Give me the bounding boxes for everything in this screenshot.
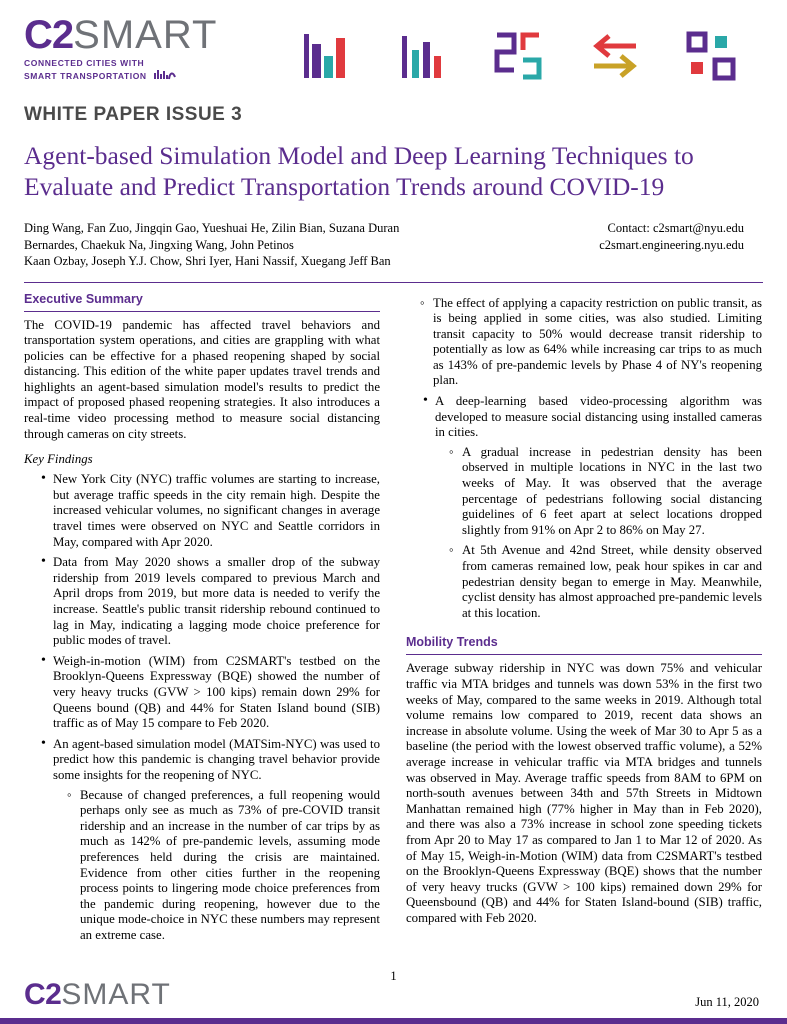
sub-list-continued <box>406 296 762 390</box>
right-column <box>406 292 762 949</box>
contact-website[interactable]: c2smart.engineering.nyu.edu <box>599 237 744 252</box>
c2smart-logo <box>24 13 238 84</box>
footer-logo-c2-text: C2 <box>24 978 62 1011</box>
sub-bullet-text: A gradual increase in pedestrian density has been observed in multiple locations in NYC in the last two weeks of May. It was observed that the average percentage of pedestrians following social distancing guidelines of 6 feet apart at select locations dropped slightly from 91% on Apr 2 to 86% on May 27. <box>462 444 762 537</box>
section-heading-mobility-trends: Mobility Trends <box>406 635 498 650</box>
logo-tagline <box>24 58 238 84</box>
logo-wordmark <box>24 13 238 57</box>
logo-tagline-line2: SMART TRANSPORTATION <box>24 71 147 81</box>
authors-line-2: Bernardes, Chaekuk Na, Jingxing Wang, John Petinos <box>24 237 294 252</box>
bullet-text: An agent-based simulation model (MATSim-NYC) was used to predict how this pandemic is changing travel behavior provide some insights for the reopening of NYC. <box>53 736 380 782</box>
sub-list <box>435 445 762 622</box>
page-title: Agent-based Simulation Model and Deep Learning Techniques to Evaluate and Predict Transportation Trends around COVID-19 <box>24 141 694 201</box>
logo-tagline-line1: CONNECTED CITIES WITH <box>24 58 145 68</box>
logo-smart-text: SMART <box>73 13 218 57</box>
maze-icon <box>492 30 544 82</box>
sub-bullet-text: The effect of applying a capacity restriction on public transit, as is being applied in some cities, was also studied. Limiting transit capacity to 50% would decrease transit ridership to potentially as low as 64% while increasing car trips to as much as 143% of pre-pandemic levels by Phase 4 of NY's reopening plan. <box>433 295 762 388</box>
wave-icon <box>154 69 176 84</box>
footer-logo-smart-text: SMART <box>61 978 171 1011</box>
section-heading-executive-summary: Executive Summary <box>24 291 143 306</box>
sub-bullet-text: Because of changed preferences, a full reopening would perhaps only see as much as 73% of pre-COVID transit ridership and an increase in the number of car trips by as much as 142% of pre-pandemic levels, assuming mode preferences held during the crisis are maintained. Evidence from other cities further in the reopening process points to lingering mode choice preferences from the pandemic during reopening, however due to the unique mode-choice in NYC these numbers may represent an extreme case. <box>80 787 380 942</box>
bullet-text: Data from May 2020 shows a smaller drop of the subway ridership from 2019 levels compared to previous March and April drops from 2019, but more data is needed to verify the increase. Seattle's public transit ridership rebound continued to lag in May, indicating a lagging mode choice preference for public modes of travel. <box>53 555 380 648</box>
sub-list-item <box>449 543 762 621</box>
authors-line-1: Ding Wang, Fan Zuo, Jingqin Gao, Yueshuai He, Zilin Bian, Suzana Duran <box>24 221 400 235</box>
section-underline <box>406 654 762 655</box>
bullet-text: Weigh-in-motion (WIM) from C2SMART's testbed on the Brooklyn-Queens Expressway (BQE) showed the number of very heavy trucks (GVW > 100 kips) remain down 29% for Queens bound (QB) and 44% for Staten Island bound (SIB) traffic as of May 15 compare to Feb 2020. <box>53 653 380 731</box>
footer-accent-bar <box>0 1018 787 1024</box>
authors-line-3: Kaan Ozbay, Joseph Y.J. Chow, Shri Iyer, Hani Nassif, Xuegang Jeff Ban <box>24 254 391 268</box>
list-item <box>423 394 762 621</box>
sub-list-item <box>420 296 762 390</box>
executive-summary-paragraph: The COVID-19 pandemic has affected travel behaviors and transportation system operations, and cities are grappling with what policies can be effective for a phased reopening shaped by social distancing. This edition of the white paper updates travel trends and highlights an agent-based simulation model's results to predict the impact of proposed phased reopening strategies. It also introduces a real-time video processing method to measure social distancing through cameras on city streets. <box>24 317 380 441</box>
page-number: 1 <box>390 969 397 983</box>
content-columns <box>24 292 763 949</box>
bullet-text: A deep-learning based video-processing algorithm was developed to measure social distancing using installed cameras in cities. <box>435 394 762 440</box>
header-icon-strip <box>238 16 763 82</box>
logo-c2-text: C2 <box>24 13 74 57</box>
page-header <box>24 0 763 94</box>
list-item <box>41 472 380 550</box>
contact-block <box>494 220 750 270</box>
key-findings-list-continued <box>406 394 762 621</box>
authors-contact-row <box>24 220 763 270</box>
mobility-trends-paragraph: Average subway ridership in NYC was down 75% and vehicular traffic via MTA bridges and tunnels was down 53% in the first two weeks of May, compared to the same weeks in 2019. Although total volume remains low compared to 2019, recent data shows an increase in absolute volume. Using the week of Mar 30 to Apr 5 as a baseline (the period with the lowest observed traffic volume), a 52% average increase in vehicular traffic via MTA bridges and tunnels was observed in May. Average traffic speeds from 8AM to 6PM on north-south avenues between 34th and 57th Streets in Midtown Manhattan remained high (77% higher in May than in Feb 2020), and there was also a 73% increase in school zone speeding tickets from Apr 20 to May 17 as compared to Jan 1 to Mar 12 of 2020. As of May 15, Weigh-in-Motion (WIM) data from C2SMART's testbed on the Brooklyn-Queens Expressway (BQE) shows that the number of very heavy trucks (GVW > 100 kips) remained down 29% for Queensbound (QB) and 44% for Staten Island-bound (SIB) traffic, compared with Feb 2020. <box>406 661 762 925</box>
qr-node-icon <box>685 30 737 82</box>
page-footer <box>24 960 763 1014</box>
sub-bullet-text: At 5th Avenue and 42nd Street, while density observed from cameras remained low, peak hour spikes in car and pedestrian density began to emerge in May. Meanwhile, cyclist density has almost approached pre-pandemic levels at this location. <box>462 543 762 620</box>
left-column <box>24 292 380 949</box>
issue-label: WHITE PAPER ISSUE 3 <box>24 104 243 125</box>
sub-list-item <box>449 445 762 539</box>
list-item <box>41 654 380 732</box>
key-findings-list <box>24 472 380 943</box>
publication-date: Jun 11, 2020 <box>695 995 759 1009</box>
sub-list <box>53 788 380 944</box>
list-item <box>41 737 380 944</box>
footer-logo <box>24 980 171 1010</box>
contact-email[interactable]: Contact: c2smart@nyu.edu <box>607 221 744 235</box>
sub-list-item <box>67 788 380 944</box>
bullet-text: New York City (NYC) traffic volumes are starting to increase, but average traffic speeds in the city remain high. Despite the increased vehicular volumes, no significant changes in average travel times were observed on NYC and Seattle corridors in May, compared with Apr 2020. <box>53 472 380 549</box>
two-way-arrows-icon <box>589 30 641 82</box>
bar-chart-icon <box>396 30 448 82</box>
section-underline <box>24 311 380 312</box>
header-divider <box>24 282 763 283</box>
authors-list <box>24 220 494 270</box>
list-item <box>41 555 380 649</box>
bar-chart-icon <box>300 30 352 82</box>
key-findings-heading: Key Findings <box>24 452 93 467</box>
